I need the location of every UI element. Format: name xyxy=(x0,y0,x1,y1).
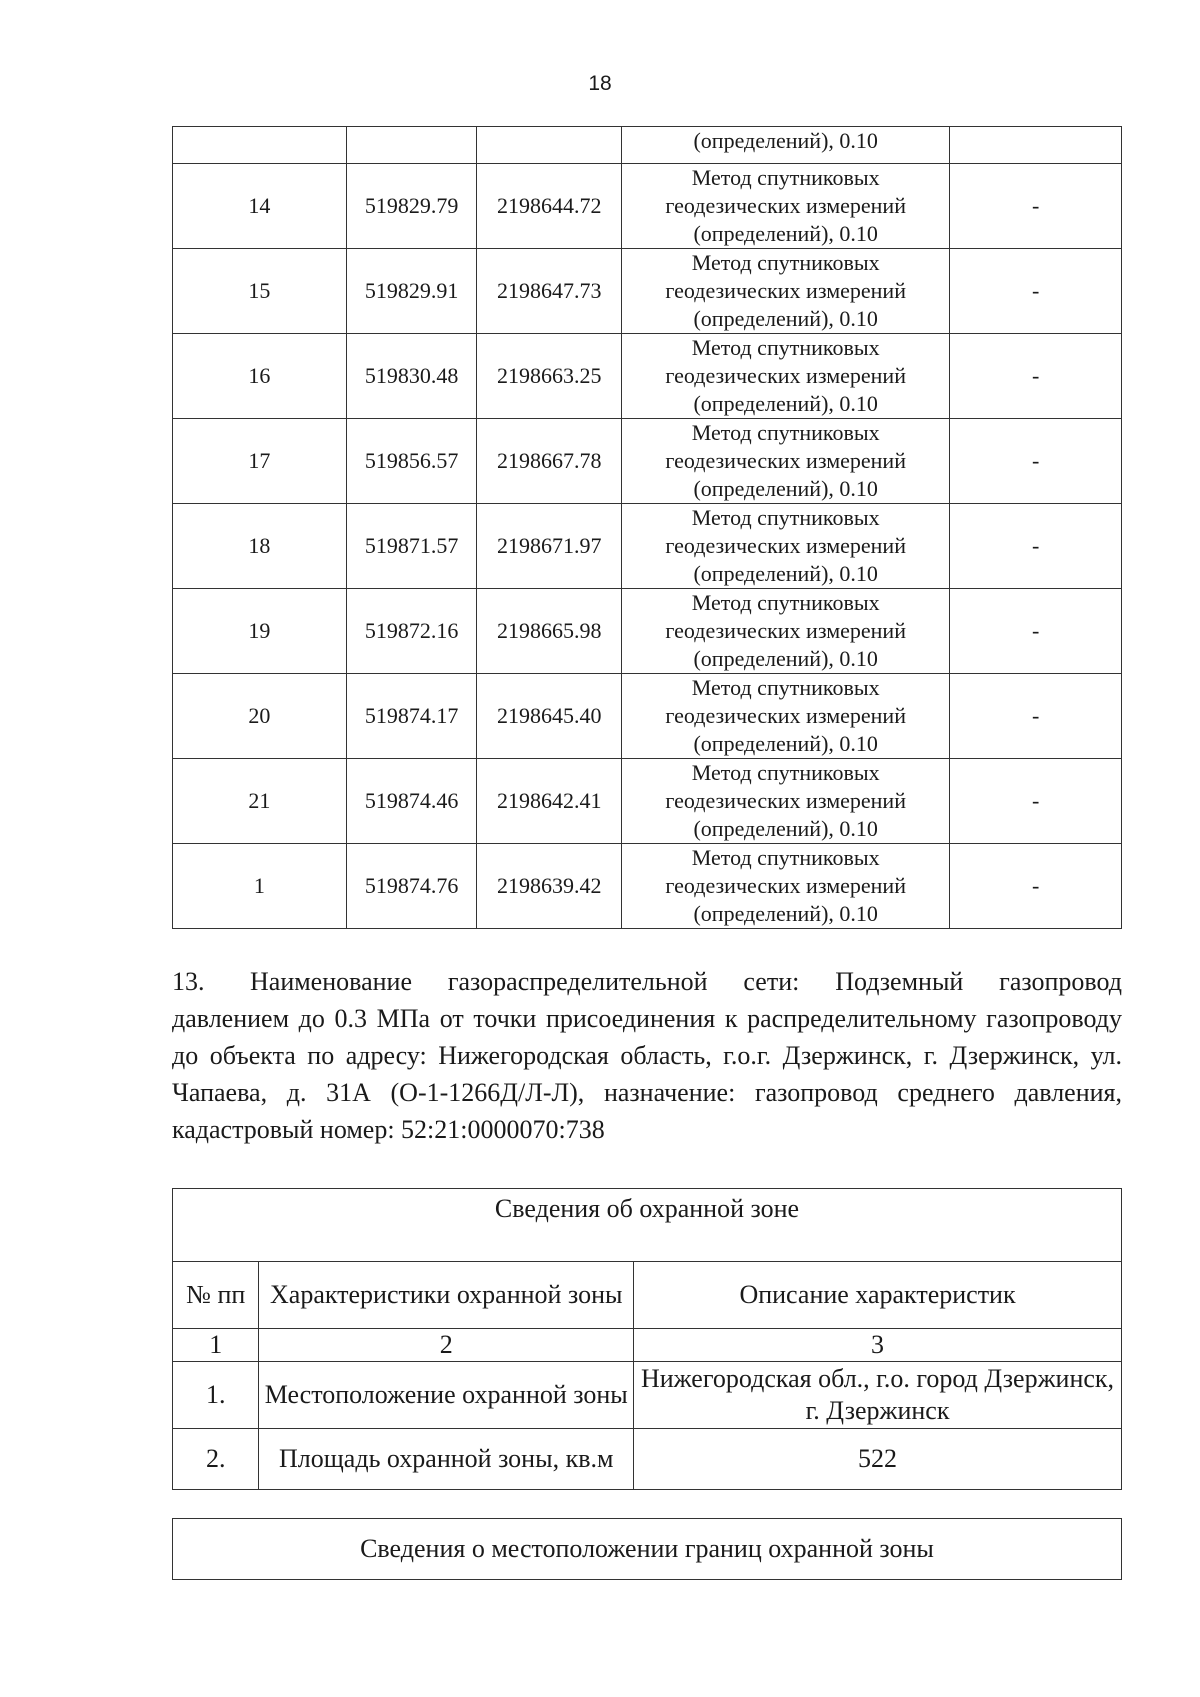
point-cell: 17 xyxy=(173,419,347,504)
header-description: Описание характеристик xyxy=(634,1262,1122,1329)
method-line: (определений), 0.10 xyxy=(693,221,878,246)
x-cell: 519829.79 xyxy=(346,164,477,249)
zone-table-title: Сведения об охранной зоне xyxy=(173,1189,1122,1262)
method-line: геодезических измерений xyxy=(665,448,906,473)
table-row xyxy=(173,844,1122,929)
header-characteristic: Характеристики охранной зоны xyxy=(259,1262,634,1329)
protection-zone-table xyxy=(172,1188,1122,1490)
y-cell: 2198642.41 xyxy=(477,759,622,844)
method-cell xyxy=(622,589,950,674)
point-cell: 14 xyxy=(173,164,347,249)
page-number: 18 xyxy=(588,72,612,95)
method-line: Метод спутниковых xyxy=(691,845,880,870)
note-cell: - xyxy=(950,844,1122,929)
table-row xyxy=(173,589,1122,674)
y-cell: 2198671.97 xyxy=(477,504,622,589)
method-cell xyxy=(622,419,950,504)
method-cell xyxy=(622,759,950,844)
note-cell: - xyxy=(950,249,1122,334)
method-line: (определений), 0.10 xyxy=(693,306,878,331)
boundary-table xyxy=(172,1518,1122,1580)
method-line: Метод спутниковых xyxy=(691,420,880,445)
row-number: 2. xyxy=(173,1429,259,1490)
table-row xyxy=(173,1429,1122,1490)
method-line: (определений), 0.10 xyxy=(693,646,878,671)
section-text: Наименование газораспределительной сети: Подземный газопровод давлением до 0.3 МПа от точки присоединения к распределительному газопроводу до объекта по адресу: Нижегородская область, г.о.г. Дзержинск, г. Дзержинск, ул. Чапаева, д. 31А (О-1-1266Д/Л-Л), назначение: газопровод среднего давления, кадастровый номер: 52:21:0000070:738 xyxy=(172,967,1122,1144)
table-row xyxy=(173,674,1122,759)
method-line: геодезических измерений xyxy=(665,278,906,303)
point-cell: 1 xyxy=(173,844,347,929)
section-paragraph xyxy=(172,963,1122,1148)
point-cell xyxy=(173,127,347,164)
table-row xyxy=(173,127,1122,164)
method-line: Метод спутниковых xyxy=(691,505,880,530)
note-cell xyxy=(950,127,1122,164)
y-cell: 2198647.73 xyxy=(477,249,622,334)
point-cell: 19 xyxy=(173,589,347,674)
note-cell: - xyxy=(950,759,1122,844)
row-description: 522 xyxy=(634,1429,1122,1490)
method-line: геодезических измерений xyxy=(665,193,906,218)
row-number: 1. xyxy=(173,1362,259,1429)
y-cell: 2198639.42 xyxy=(477,844,622,929)
index-cell: 1 xyxy=(173,1329,259,1362)
method-cell xyxy=(622,164,950,249)
table-row xyxy=(173,419,1122,504)
y-cell: 2198644.72 xyxy=(477,164,622,249)
x-cell: 519871.57 xyxy=(346,504,477,589)
index-cell: 2 xyxy=(259,1329,634,1362)
x-cell: 519872.16 xyxy=(346,589,477,674)
method-line: геодезических измерений xyxy=(665,533,906,558)
method-line: (определений), 0.10 xyxy=(693,901,878,926)
method-line: Метод спутниковых xyxy=(691,250,880,275)
x-cell: 519874.46 xyxy=(346,759,477,844)
x-cell: 519829.91 xyxy=(346,249,477,334)
x-cell: 519874.17 xyxy=(346,674,477,759)
method-line: (определений), 0.10 xyxy=(693,561,878,586)
method-line: Метод спутниковых xyxy=(691,675,880,700)
table-row xyxy=(173,759,1122,844)
x-cell xyxy=(346,127,477,164)
method-line: геодезических измерений xyxy=(665,788,906,813)
index-cell: 3 xyxy=(634,1329,1122,1362)
note-cell: - xyxy=(950,164,1122,249)
point-cell: 21 xyxy=(173,759,347,844)
method-line: геодезических измерений xyxy=(665,363,906,388)
method-cell xyxy=(622,249,950,334)
point-cell: 15 xyxy=(173,249,347,334)
x-cell: 519856.57 xyxy=(346,419,477,504)
method-line: (определений), 0.10 xyxy=(693,391,878,416)
x-cell: 519830.48 xyxy=(346,334,477,419)
method-line: Метод спутниковых xyxy=(691,335,880,360)
note-cell: - xyxy=(950,504,1122,589)
method-cell xyxy=(622,674,950,759)
y-cell: 2198645.40 xyxy=(477,674,622,759)
row-characteristic: Площадь охранной зоны, кв.м xyxy=(259,1429,634,1490)
method-line: (определений), 0.10 xyxy=(693,731,878,756)
table-row xyxy=(173,164,1122,249)
point-cell: 20 xyxy=(173,674,347,759)
method-line: Метод спутниковых xyxy=(691,760,880,785)
method-line: (определений), 0.10 xyxy=(693,476,878,501)
table-row xyxy=(173,334,1122,419)
note-cell: - xyxy=(950,334,1122,419)
method-line: геодезических измерений xyxy=(665,873,906,898)
row-characteristic: Местоположение охранной зоны xyxy=(259,1362,634,1429)
method-line: Метод спутниковых xyxy=(691,165,880,190)
method-cell xyxy=(622,334,950,419)
y-cell xyxy=(477,127,622,164)
coordinates-table xyxy=(172,126,1122,929)
method-cell xyxy=(622,844,950,929)
method-line: геодезических измерений xyxy=(665,703,906,728)
method-cell xyxy=(622,504,950,589)
y-cell: 2198663.25 xyxy=(477,334,622,419)
method-cell: (определений), 0.10 xyxy=(622,127,950,164)
method-line: геодезических измерений xyxy=(665,618,906,643)
note-cell: - xyxy=(950,674,1122,759)
header-number: № пп xyxy=(173,1262,259,1329)
y-cell: 2198665.98 xyxy=(477,589,622,674)
method-line: Метод спутниковых xyxy=(691,590,880,615)
note-cell: - xyxy=(950,589,1122,674)
point-cell: 16 xyxy=(173,334,347,419)
note-cell: - xyxy=(950,419,1122,504)
section-number: 13. xyxy=(172,967,205,996)
table-row xyxy=(173,504,1122,589)
row-description: Нижегородская обл., г.о. город Дзержинск, г. Дзержинск xyxy=(634,1362,1122,1429)
y-cell: 2198667.78 xyxy=(477,419,622,504)
point-cell: 18 xyxy=(173,504,347,589)
boundary-table-title: Сведения о местоположении границ охранной зоны xyxy=(173,1519,1122,1580)
x-cell: 519874.76 xyxy=(346,844,477,929)
method-line: (определений), 0.10 xyxy=(693,816,878,841)
table-row xyxy=(173,1362,1122,1429)
table-row xyxy=(173,249,1122,334)
